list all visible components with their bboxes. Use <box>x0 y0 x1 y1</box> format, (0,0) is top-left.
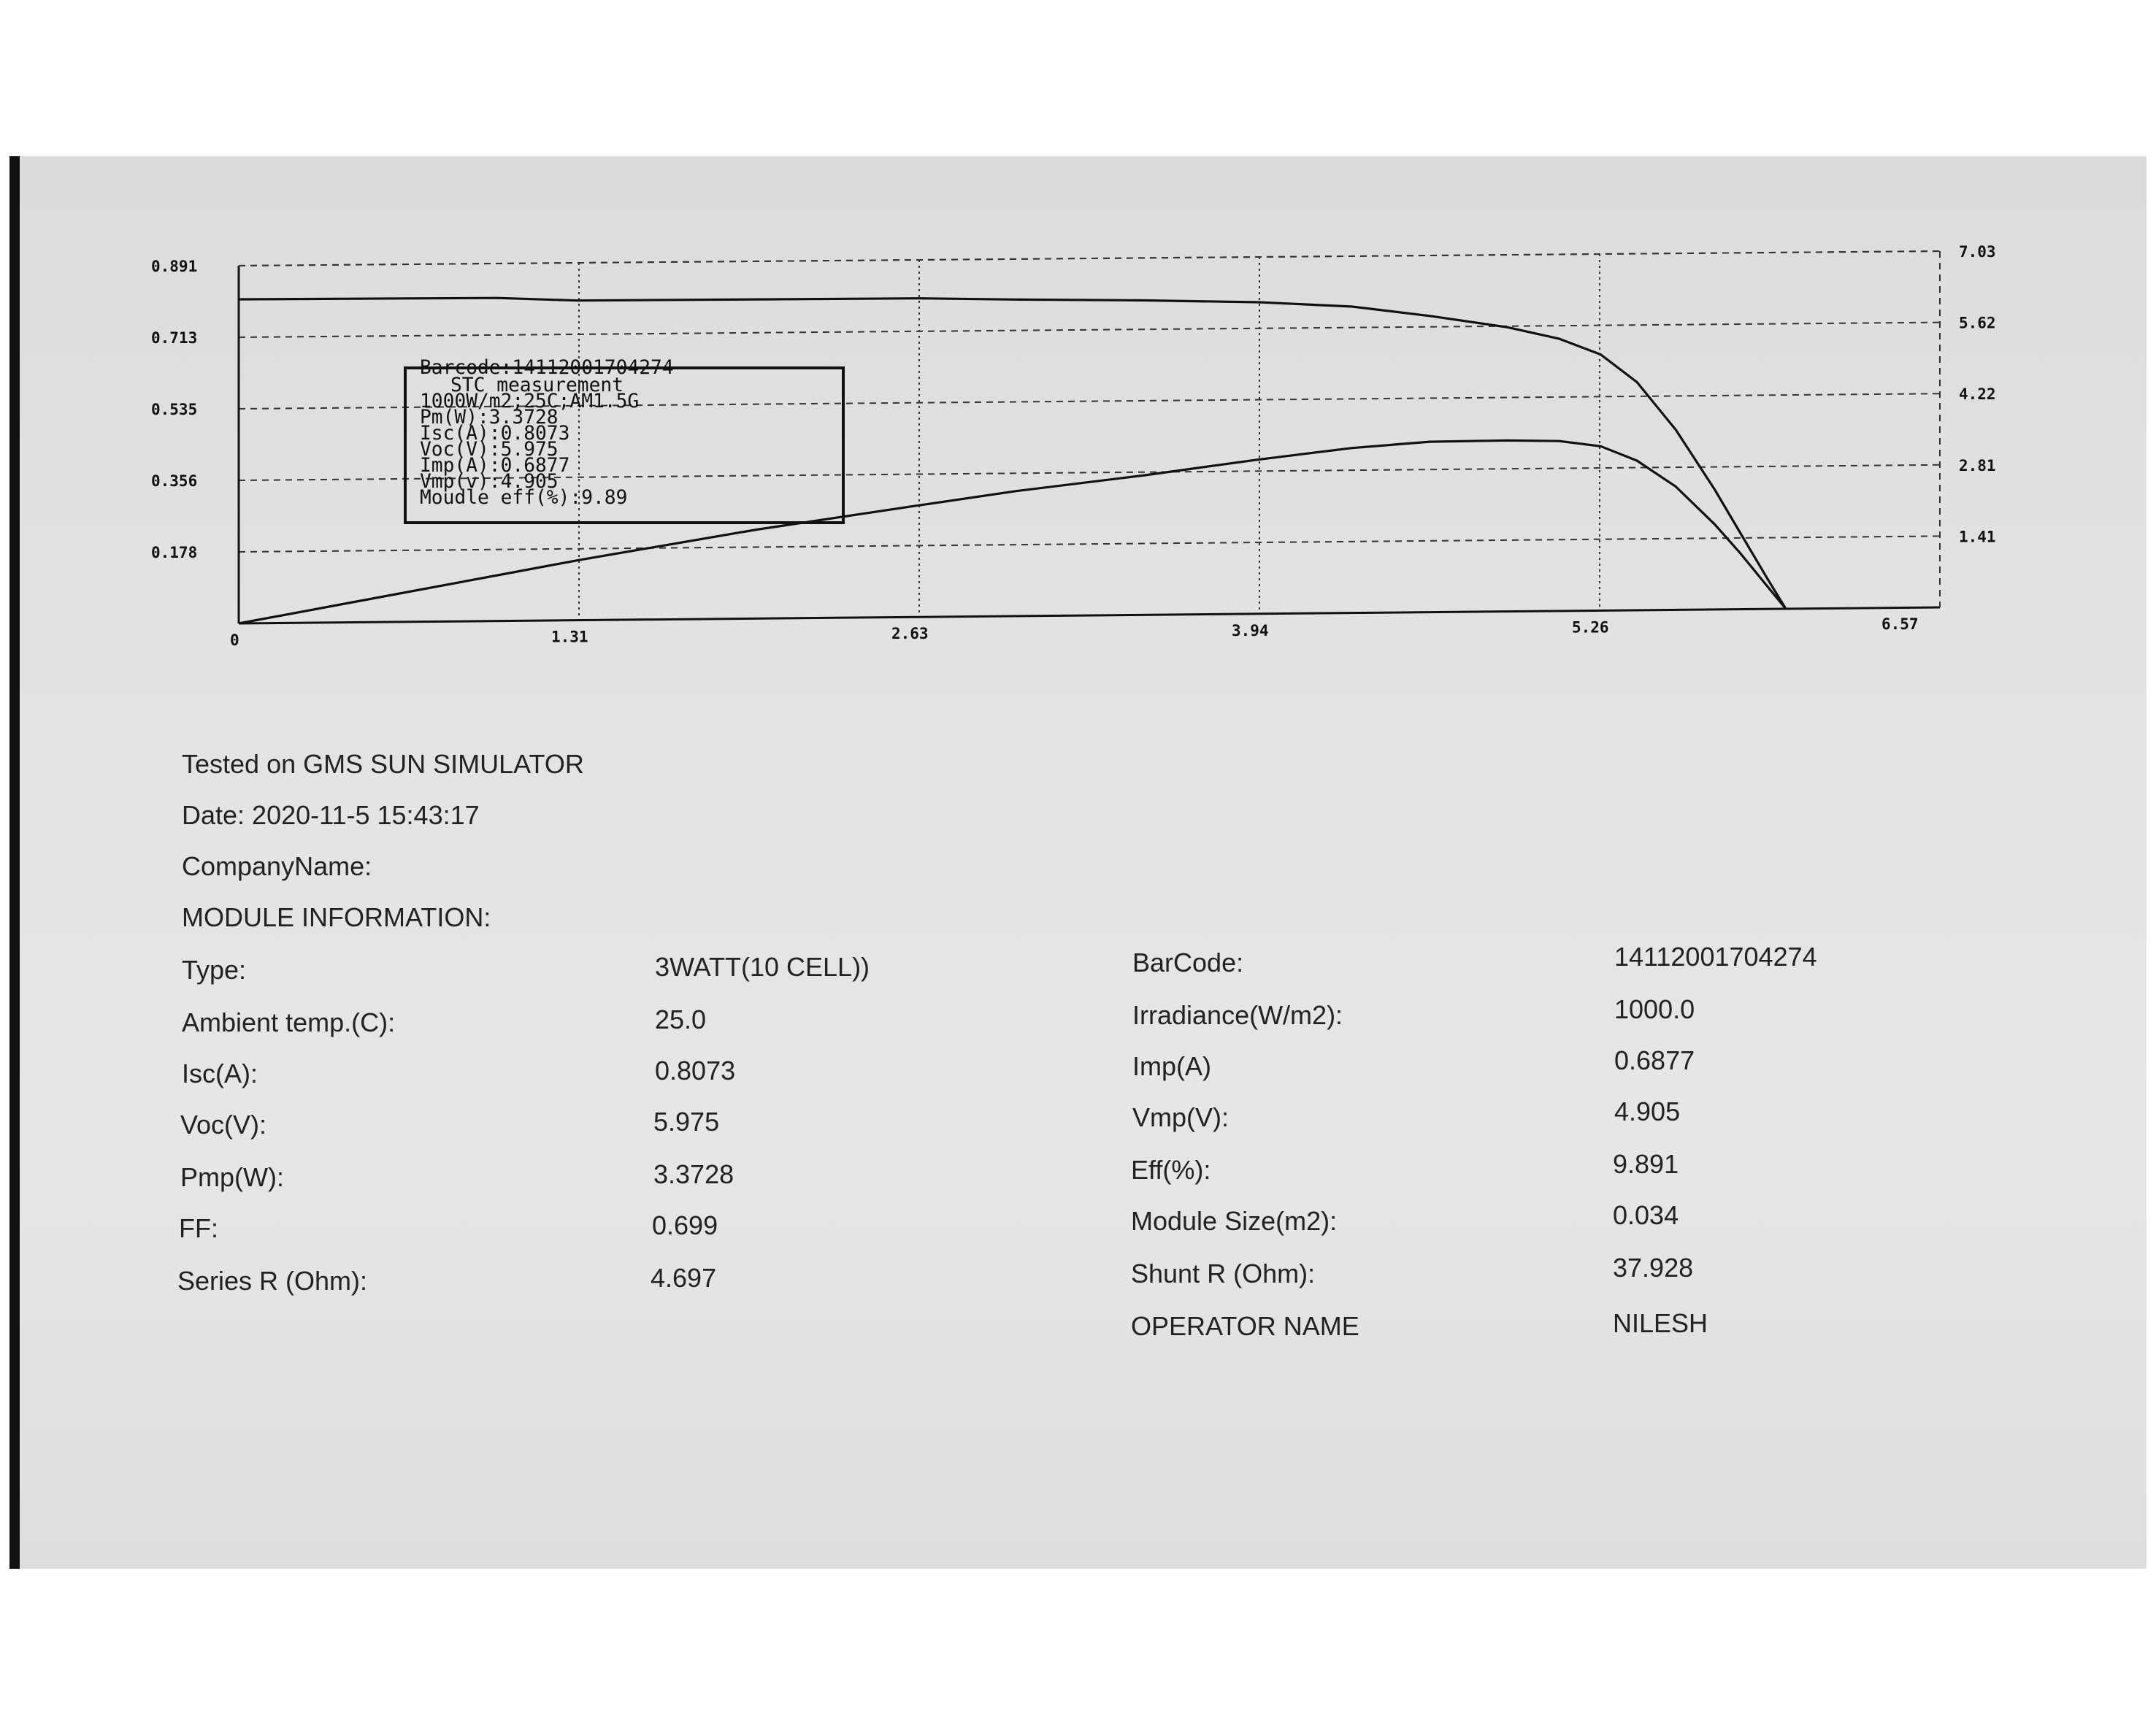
y-left-tick-label: 0.535 <box>151 401 198 418</box>
operator-name-label: OPERATOR NAME <box>1131 1311 1359 1341</box>
legend-line: Isc(A):0.8073 <box>420 422 570 445</box>
y-right-tick-label: 5.62 <box>1959 314 1996 332</box>
pmp-label: Pmp(W): <box>180 1162 284 1192</box>
y-left-tick-label: 0.178 <box>151 544 198 561</box>
y-left-tick-label: 0.713 <box>151 329 198 347</box>
x-tick-label: 2.63 <box>891 625 929 643</box>
eff-label: Eff(%): <box>1131 1155 1211 1185</box>
shunt-r-value: 37.928 <box>1613 1253 1694 1283</box>
barcode-value: 14112001704274 <box>1614 942 1817 972</box>
y-right-tick-label: 2.81 <box>1959 456 1996 475</box>
barcode-label: BarCode: <box>1132 948 1244 977</box>
voc-label: Voc(V): <box>180 1110 267 1140</box>
tested-on-text: Tested on GMS SUN SIMULATOR <box>182 749 584 779</box>
vmp-label: Vmp(V): <box>1132 1102 1229 1132</box>
y-left-tick-label: 0.891 <box>151 258 198 275</box>
legend-line: 1000W/m2;25C;AM1.5G <box>420 390 640 412</box>
imp-value: 0.6877 <box>1614 1045 1695 1075</box>
type-value: 3WATT(10 CELL)) <box>655 952 870 982</box>
imp-label: Imp(A) <box>1132 1051 1211 1081</box>
x-tick-label: 1.31 <box>551 628 588 646</box>
x-tick-label: 5.26 <box>1572 618 1609 637</box>
report-sheet <box>9 156 2147 1569</box>
x-tick-label: 0 <box>230 631 239 649</box>
gridline-h <box>239 323 1940 337</box>
company-name-label: CompanyName: <box>182 851 372 881</box>
iv-curve-chart <box>20 156 2156 740</box>
y-right-tick-label: 4.22 <box>1959 385 1996 404</box>
module-size-label: Module Size(m2): <box>1131 1206 1338 1236</box>
x-tick-label: 6.57 <box>1881 615 1919 633</box>
gridline-h <box>239 536 1940 552</box>
eff-value: 9.891 <box>1613 1149 1679 1179</box>
x-tick-label: 3.94 <box>1232 621 1269 639</box>
irradiance-value: 1000.0 <box>1614 994 1695 1024</box>
date-text: Date: 2020-11-5 15:43:17 <box>182 800 480 830</box>
x-axis <box>239 607 1940 623</box>
y-right-tick-label: 7.03 <box>1959 243 1996 261</box>
y-right-tick-label: 1.41 <box>1959 528 1996 546</box>
irradiance-label: Irradiance(W/m2): <box>1132 1000 1343 1030</box>
ff-value: 0.699 <box>652 1210 718 1240</box>
ambient-temp-value: 25.0 <box>655 1004 707 1034</box>
isc-value: 0.8073 <box>655 1056 736 1086</box>
legend-line: Imp(A):0.6877 <box>420 454 570 477</box>
top-border <box>239 251 1940 266</box>
legend-box <box>405 356 843 523</box>
operator-name-value: NILESH <box>1613 1308 1708 1338</box>
gridline-h <box>239 251 1940 266</box>
series-r-label: Series R (Ohm): <box>177 1266 368 1296</box>
voc-value: 5.975 <box>653 1107 720 1137</box>
series-r-value: 4.697 <box>651 1263 717 1293</box>
module-size-value: 0.034 <box>1613 1200 1679 1230</box>
ambient-temp-label: Ambient temp.(C): <box>182 1007 396 1037</box>
shunt-r-label: Shunt R (Ohm): <box>1131 1259 1316 1288</box>
ff-label: FF: <box>179 1213 218 1243</box>
legend-line: Moudle eff(%):9.89 <box>420 486 628 509</box>
y-left-tick-label: 0.356 <box>151 472 198 490</box>
isc-label: Isc(A): <box>182 1059 258 1088</box>
legend-line: Voc(V):5.975 <box>420 438 559 461</box>
pmp-value: 3.3728 <box>653 1159 734 1189</box>
module-info-header: MODULE INFORMATION: <box>182 902 491 932</box>
legend-line: Vmp(v):4.905 <box>420 470 559 493</box>
vmp-value: 4.905 <box>1614 1096 1681 1126</box>
legend-line: STC measurement <box>450 374 624 396</box>
legend-line: Barcode:14112001704274 <box>420 356 674 379</box>
type-label: Type: <box>182 955 247 985</box>
legend-line: Pm(W):3.3728 <box>420 406 559 429</box>
